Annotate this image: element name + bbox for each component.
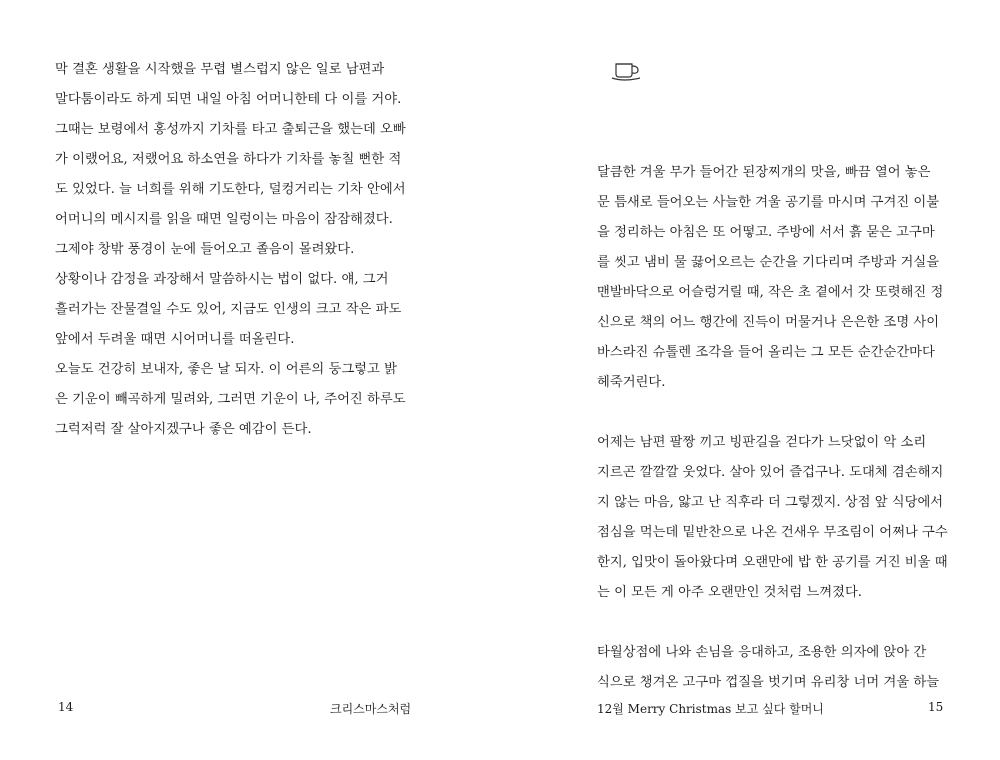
running-title-right: 12월 Merry Christmas 보고 싶다 할머니 bbox=[597, 702, 824, 716]
text-line: 문 틈새로 들어오는 사늘한 겨울 공기를 마시며 구겨진 이불 bbox=[597, 195, 940, 210]
text-line: 어머니의 메시지를 읽을 때면 일렁이는 마음이 잠잠해졌다. bbox=[55, 212, 393, 227]
running-title-left: 크리스마스처럼 bbox=[330, 702, 412, 716]
text-line: 상황이나 감정을 과장해서 말씀하시는 법이 없다. 얘, 그거 bbox=[55, 272, 389, 287]
text-line: 는 이 모든 게 아주 오랜만인 것처럼 느껴졌다. bbox=[597, 585, 863, 600]
right-body-text bbox=[597, 158, 957, 698]
text-line: 한지, 입맛이 돌아왔다며 오랜만에 밥 한 공기를 거진 비울 때 bbox=[597, 555, 948, 570]
page-number-right: 15 bbox=[928, 700, 944, 714]
text-line: 도 있었다. 늘 너희를 위해 기도한다, 덜컹거리는 기차 안에서 bbox=[55, 182, 406, 197]
text-line: 점심을 먹는데 밑반찬으로 나온 건새우 무조림이 어쩌나 구수 bbox=[597, 525, 948, 540]
teacup-icon bbox=[610, 58, 646, 84]
text-line: 은 기운이 빼곡하게 밀려와, 그러면 기운이 나, 주어진 하루도 bbox=[55, 392, 406, 407]
text-line: 맨발바닥으로 어슬렁거릴 때, 작은 초 곁에서 갓 또렷해진 정 bbox=[597, 285, 944, 300]
text-line: 흘러가는 잔물결일 수도 있어, 지금도 인생의 크고 작은 파도 bbox=[55, 302, 402, 317]
text-line: 말다툼이라도 하게 되면 내일 아침 어머니한테 다 이를 거야. bbox=[55, 92, 402, 107]
text-line: 지 않는 마음, 앓고 난 직후라 더 그렇겠지. 상점 앞 식당에서 bbox=[597, 495, 944, 510]
text-line: 헤죽거린다. bbox=[597, 375, 666, 390]
text-line: 타월상점에 나와 손님을 응대하고, 조용한 의자에 앉아 간 bbox=[597, 645, 927, 660]
left-body-text bbox=[55, 55, 415, 445]
text-line: 앞에서 두려울 때면 시어머니를 떠올린다. bbox=[55, 332, 295, 347]
text-line: 지르곤 깔깔깔 웃었다. 살아 있어 즐겁구나. 도대체 겸손해지 bbox=[597, 465, 944, 480]
text-line: 그제야 창밖 풍경이 눈에 들어오고 졸음이 몰려왔다. bbox=[55, 242, 355, 257]
right-page bbox=[500, 0, 1000, 760]
paragraph-gap bbox=[597, 398, 957, 428]
page-number-left: 14 bbox=[58, 700, 74, 714]
text-line: 가 이랬어요, 저랬어요 하소연을 하다가 기차를 놓칠 뻔한 적 bbox=[55, 152, 402, 167]
paragraph-gap bbox=[597, 608, 957, 638]
text-line: 를 씻고 냄비 물 끓어오르는 순간을 기다리며 주방과 거실을 bbox=[597, 255, 940, 270]
text-line: 그때는 보령에서 홍성까지 기차를 타고 출퇴근을 했는데 오빠 bbox=[55, 122, 406, 137]
text-line: 막 결혼 생활을 시작했을 무렵 별스럽지 않은 일로 남편과 bbox=[55, 62, 385, 77]
text-line: 그럭저럭 잘 살아지겠구나 좋은 예감이 든다. bbox=[55, 422, 312, 437]
text-line: 을 정리하는 아침은 또 어떻고. 주방에 서서 흙 묻은 고구마 bbox=[597, 225, 935, 240]
text-line: 달큼한 겨울 무가 들어간 된장찌개의 맛을, 빠끔 열어 놓은 bbox=[597, 165, 931, 180]
text-line: 바스라진 슈톨렌 조각을 들어 올리는 그 모든 순간순간마다 bbox=[597, 345, 935, 360]
text-line: 어제는 남편 팔짱 끼고 빙판길을 걷다가 느닷없이 악 소리 bbox=[597, 435, 927, 450]
text-line: 오늘도 건강히 보내자, 좋은 날 되자. 이 어른의 둥그렇고 밝 bbox=[55, 362, 397, 377]
text-line: 식으로 챙겨온 고구마 껍질을 벗기며 유리창 너머 겨울 하늘 bbox=[597, 675, 940, 690]
text-line: 신으로 책의 어느 행간에 진득이 머물거나 은은한 조명 사이 bbox=[597, 315, 940, 330]
